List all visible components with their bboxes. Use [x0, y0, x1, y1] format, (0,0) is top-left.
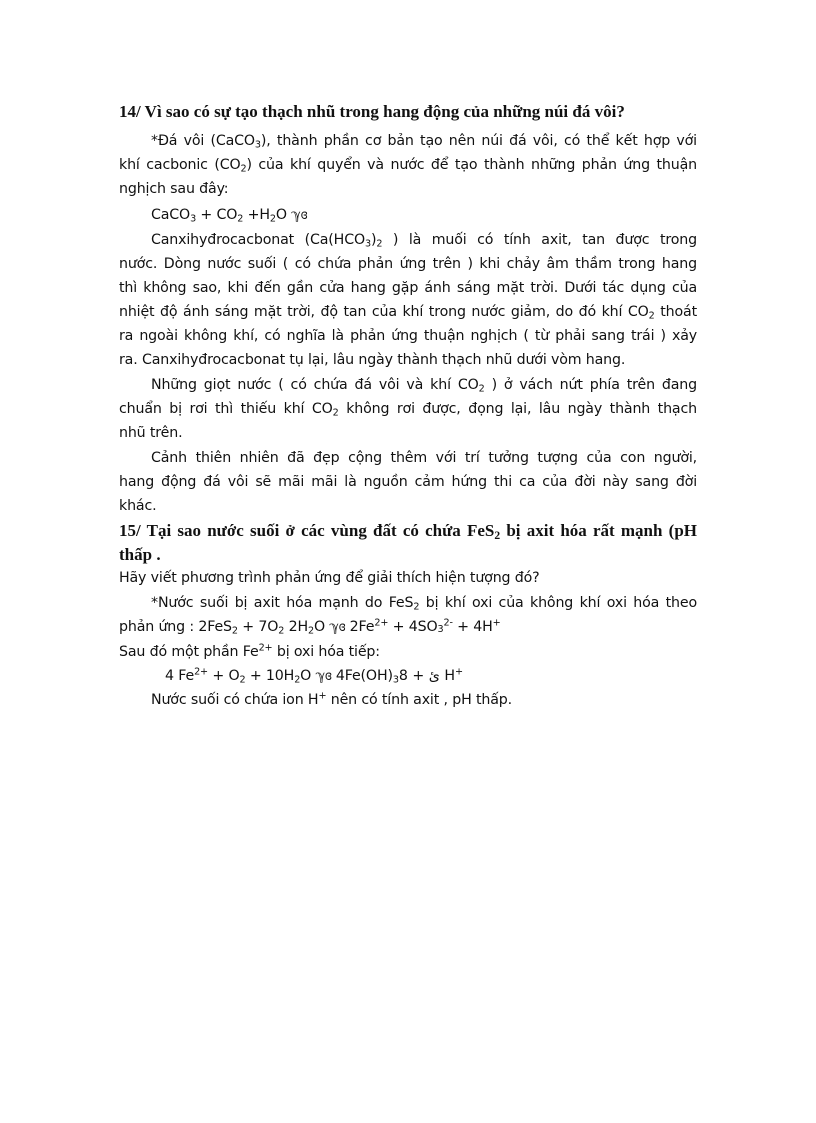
- q15-heading-line-2: thấp .: [119, 545, 161, 564]
- reversible-arrow-icon: ℽɞ: [315, 668, 332, 684]
- q14-line-11: chuẩn bị rơi thì thiếu khí $CO_2$ không rơi được, đọng lại, lâu ngày thành thạch: [119, 401, 697, 419]
- q15-line-1: Hãy viết phương trình phản ứng để giải thích hiện tượng đó?: [119, 570, 540, 586]
- q14-line-10: Những giọt nước ( có chứa đá vôi và khí $CO_2$ ) ở vách nứt phía trên đang: [151, 377, 697, 395]
- q14-line-13: Cảnh thiên nhiên đã đẹp cộng thêm với trí tưởng tượng của con người,: [151, 450, 697, 466]
- q14-equation: CaCO$_3$ + $CO_2 +H_2O$ ℽɞ: [151, 207, 308, 225]
- q14-line-6: thì không sao, khi đến gần cửa hang gặp ánh sáng mặt trời. Dưới tác dụng của: [119, 280, 697, 296]
- q14-line-15: khác.: [119, 498, 157, 514]
- q15-line-2: *Nước suối bị axit hóa mạnh do FeS$_2$ bị khí oxi của không khí oxi hóa theo: [151, 595, 697, 613]
- q14-line-14: hang động đá vôi sẽ mãi mãi là nguồn cảm hứng thi ca của đời này sang đời: [119, 474, 697, 490]
- q14-line-12: nhũ trên.: [119, 425, 183, 441]
- q15-heading: 15/ Tại sao nước suối ở các vùng đất có chứa FeS$_2$ bị axit hóa rất mạnh (pH: [119, 521, 697, 542]
- precipitate-arrow-icon: ئ: [428, 668, 440, 684]
- q14-line-1: *Đá vôi (CaCO$_3$), thành phần cơ bản tạo nên núi đá vôi, có thể kết hợp với: [151, 133, 697, 151]
- reversible-arrow-icon: ℽɞ: [291, 207, 308, 223]
- q14-line-7: nhiệt độ ánh sáng mặt trời, độ tan của khí trong nước giảm, do đó khí $CO_2$ thoát: [119, 304, 697, 322]
- q15-equation-1: phản ứng : $2FeS_2 + 7O_2$ $2H_2O$ ℽɞ $2Fe^{2+} + 4SO_3^{2-} + 4H^+$: [119, 617, 501, 637]
- q14-line-3: nghịch sau đây:: [119, 181, 229, 197]
- q15-line-6: Nước suối có chứa ion H+ nên có tính axit , pH thấp.: [151, 690, 512, 708]
- reversible-arrow-icon: ℽɞ: [329, 619, 346, 635]
- q15-line-4: Sau đó một phần $Fe^{2+}$ bị oxi hóa tiếp:: [119, 642, 380, 660]
- q14-line-4: Canxihyđrocacbonat ($Ca(HCO_3)_2$ ) là muối có tính axit, tan được trong: [151, 232, 698, 250]
- q14-line-9: ra. Canxihyđrocacbonat tụ lại, lâu ngày thành thạch nhũ dưới vòm hang.: [119, 352, 626, 368]
- q14-line-5: nước. Dòng nước suối ( có chứa phản ứng trên ) khi chảy âm thầm trong hang: [119, 256, 697, 272]
- q14-line-8: ra ngoài không khí, có nghĩa là phản ứng thuận nghịch ( từ phải sang trái ) xảy: [119, 328, 697, 344]
- q15-equation-2: 4 $Fe^{2+} + O_2 + 10H_2O$ ℽɞ $4Fe(OH)_3$ ئ + 8 H+: [165, 666, 463, 686]
- q14-heading: 14/ Vì sao có sự tạo thạch nhũ trong hang động của những núi đá vôi?: [119, 102, 625, 121]
- q14-line-2: khí cacbonic $(CO_2)$ của khí quyển và nước để tạo thành những phản ứng thuận: [119, 157, 697, 175]
